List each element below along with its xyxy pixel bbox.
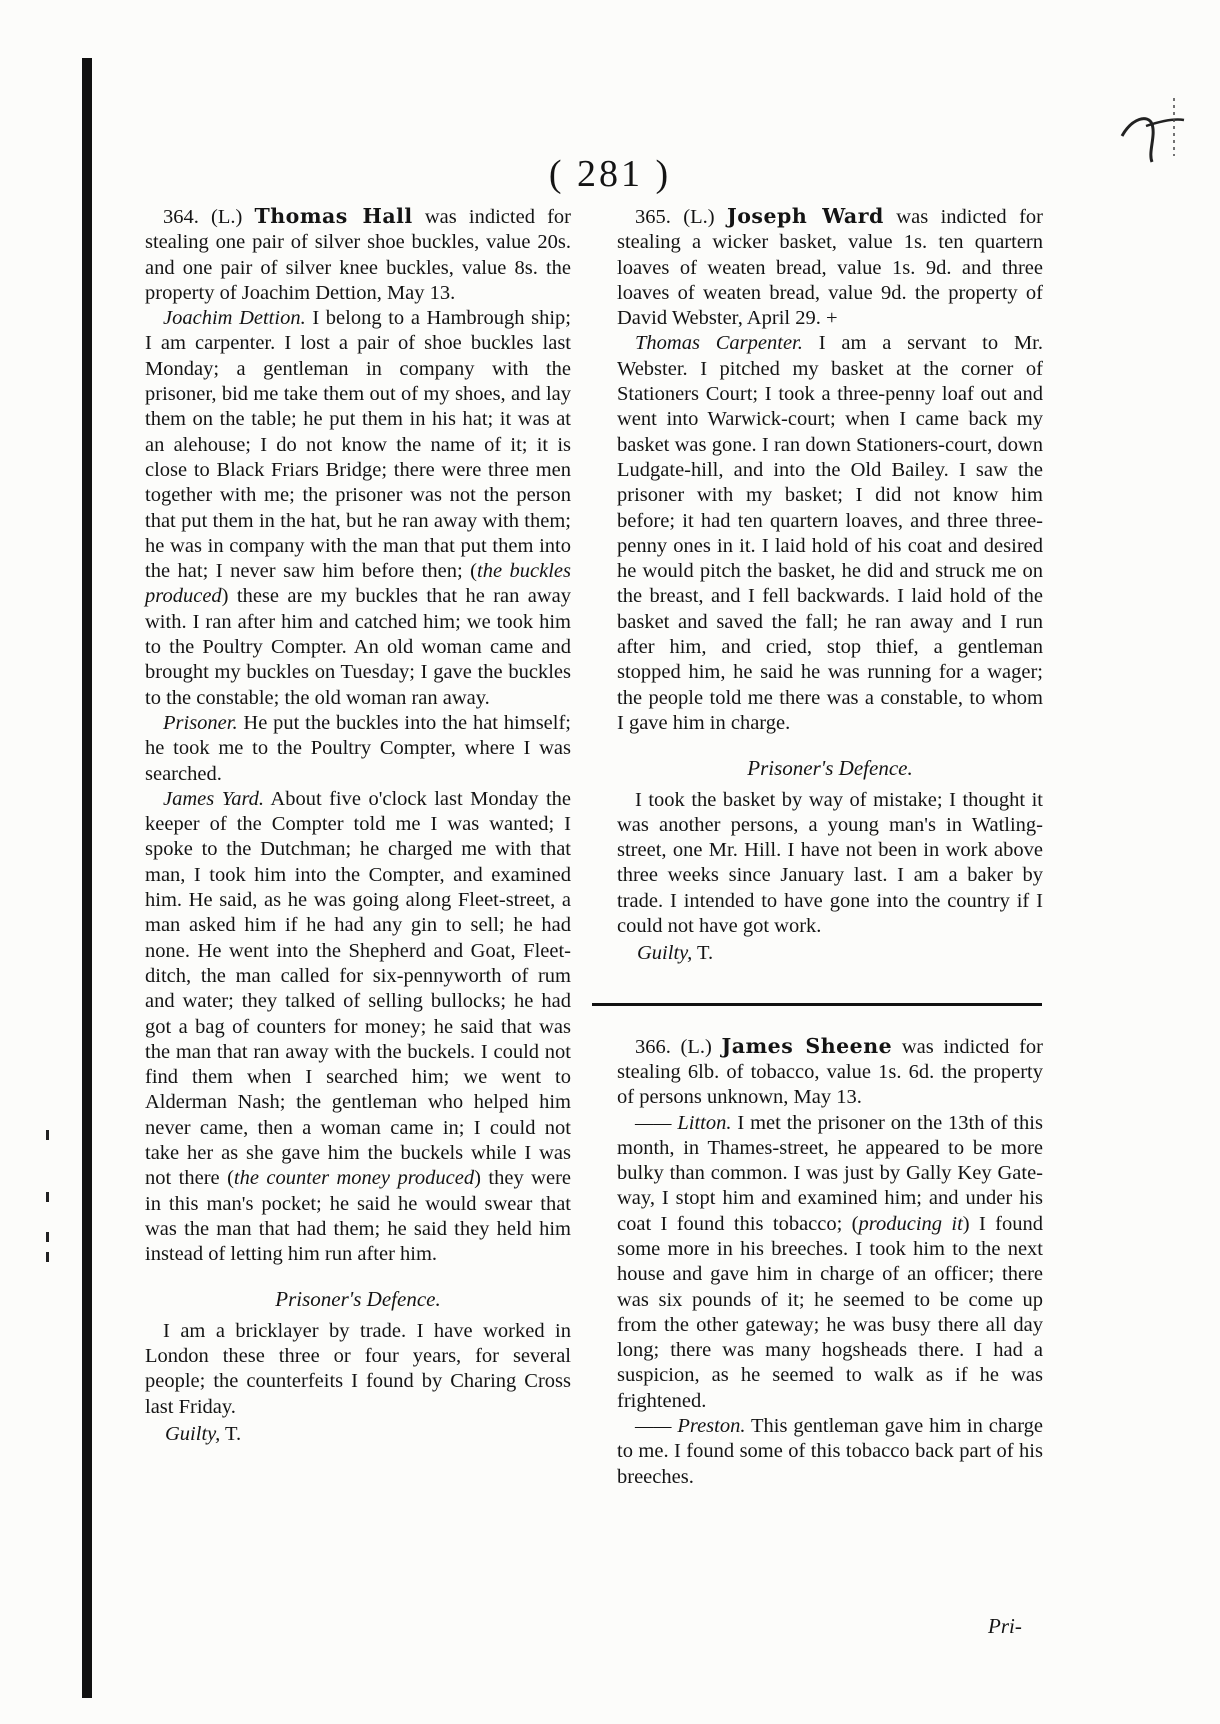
defendant-name: Thomas Hall xyxy=(254,204,413,228)
verdict xyxy=(617,941,1043,966)
testimony-text: This gentleman gave him in charge to me. I found some of this tobacco back part of his breeches. xyxy=(617,1415,1044,1488)
testimony-text: ) these are my buckles that he ran away with. I ran after him and catched him; we took him to the Poultry Compter. An old woman came and brought my buckles on Tuesday; I gave the buckles to the constable; the old woman ran away. xyxy=(145,585,571,709)
stage-aside: the counter money produced xyxy=(233,1167,475,1190)
indictment-text: was indicted for stealing a wicker basket, value 1s. ten quartern loaves of weaten bread, value 1s. 9d. and three loaves of weaten bread, value 9d. the property of David Webster, April 29. + xyxy=(617,206,1043,330)
stage-aside: the buckles produced xyxy=(145,560,572,608)
testimony-paragraph xyxy=(617,1414,1043,1490)
testimony-text: I belong to a Hambrough ship; I am carpenter. I lost a pair of shoe buckles last Monday; a gentleman in company with the prisoner, bid me take them out of my shoes, and lay them on the table; he put them in his hat; it was at an alehouse; I do not know the name of it; it is close to Black Friars Bridge; there were three men together with me; the prisoner was not the person that put them in the hat, but he ran away with them; he was in company with the man that put them into the hat; I never saw him before then; ( xyxy=(145,307,571,583)
stage-aside: producing it xyxy=(858,1212,963,1235)
section-rule xyxy=(592,1003,1042,1006)
margin-tick xyxy=(46,1232,49,1242)
testimony-paragraph xyxy=(145,711,571,787)
testimony-paragraph xyxy=(617,331,1043,736)
margin-tick xyxy=(46,1192,49,1202)
margin-tick xyxy=(46,1130,49,1140)
left-column xyxy=(145,204,571,1447)
testimony-text: He put the buckles into the hat himself; he took me to the Poultry Compter, where I was searched. xyxy=(145,711,571,785)
witness-name: —— Litton. xyxy=(635,1111,732,1134)
testimony-paragraph xyxy=(617,1111,1043,1415)
margin-tick xyxy=(46,1252,49,1262)
sentence-mark: T. xyxy=(692,942,714,965)
defence-text: I am a bricklayer by trade. I have worked in London these three or four years, for several people; the counterfeits I found by Charing Cross last Friday. xyxy=(145,1319,571,1418)
testimony-text: ) I found some more in his breeches. I took him to the next house and gave him in charge of an officer; there was six pounds of it; he seemed to be come up from the other gateway; he was busy there all day long; there was many hogsheads there. I had a suspicion, as he seemed to walk as if he was frightened. xyxy=(617,1212,1044,1412)
verdict xyxy=(145,1422,571,1447)
right-column xyxy=(617,204,1043,1490)
witness-name: —— Preston. xyxy=(635,1415,746,1438)
testimony-paragraph xyxy=(145,787,571,1268)
defendant-name: Joseph Ward xyxy=(727,204,884,228)
case-364-indictment xyxy=(145,204,571,306)
case-number: 364. (L.) xyxy=(163,206,255,228)
catchword: Pri- xyxy=(988,1614,1022,1638)
witness-name: Thomas Carpenter. xyxy=(635,332,803,355)
testimony-paragraph xyxy=(145,306,571,711)
case-number: 366. (L.) xyxy=(635,1035,722,1058)
case-365-indictment xyxy=(617,204,1043,331)
page-number: ( 281 ) xyxy=(548,153,672,195)
case-number: 365. (L.) xyxy=(635,206,728,228)
defence-heading: Prisoner's Defence. xyxy=(275,1287,441,1312)
defence-heading: Prisoner's Defence. xyxy=(747,756,913,781)
verdict-word: Guilty, xyxy=(165,1422,221,1445)
testimony-text: I am a servant to Mr. Webster. I pitched my basket at the corner of Stationers Court; I took a three-penny loaf out and went into Warwick-court; when I came back my basket was gone. I ran down Stationers-court, down Ludgate-hill, and into the Old Bailey. I saw the prisoner with my basket; I did not know him before; it had ten quartern loaves, and three three-penny ones in it. I laid hold of his coat and desired he would pitch the basket, he did and struck me on the breast, and I fell backwards. I laid hold of the basket and saved the fall; he ran away and I run after him, and cried, stop thief, a gentleman stopped him, he said he was running for a wager; the people told me there was a constable, to whom I gave him in charge. xyxy=(617,332,1043,734)
witness-name: Joachim Dettion. xyxy=(163,307,306,330)
verdict-word: Guilty, xyxy=(637,942,693,965)
case-366-indictment xyxy=(617,1034,1043,1111)
testimony-text: I met the prisoner on the 13th of this month, in Thames-street, he appeared to be more bulky than common. I was just by Gally Key Gate-way, I stopt him and examined him; and under his coat I found this tobacco; ( xyxy=(617,1111,1043,1235)
witness-name: James Yard. xyxy=(163,787,265,810)
defendant-name: James Sheene xyxy=(721,1033,893,1058)
indictment-text: was indicted for stealing one pair of silver shoe buckles, value 20s. and one pair of silver knee buckles, value 8s. the property of Joachim Dettion, May 13. xyxy=(145,206,571,304)
defence-text: I took the basket by way of mistake; I thought it was another persons, a young man's in Watling-street, one Mr. Hill. I have not been in work above three weeks since January last. I am a baker by trade. I intended to have gone into the country if I could not have got work. xyxy=(617,788,1043,938)
binding-edge xyxy=(82,58,92,1698)
sentence-mark: T. xyxy=(220,1422,242,1445)
testimony-text: ) they were in this man's pocket; he said he would swear that was the man that had them; he said they held him instead of letting him run after him. xyxy=(145,1167,572,1266)
witness-name: Prisoner. xyxy=(163,711,238,734)
handwritten-margin-mark xyxy=(1118,96,1188,166)
testimony-text: About five o'clock last Monday the keeper of the Compter told me I was wanted; I spoke to the Dutchman; he charged me with that man, I took him into the Compter, and examined him. He said, as he was going along Fleet-street, a man asked him if he had any gin to sell; he had none. He went into the Shepherd and Goat, Fleet-ditch, the man called for six-pennyworth of rum and water; they talked of selling bullocks; he had got a bag of counters for money; he said that was the man that ran away with the buckels. I could not find them when I searched him; we went to Alderman Nash; the gentleman who helped him never came, then a woman came in; I could not take her as she gave him the buckels while I was not there ( xyxy=(145,787,572,1190)
indictment-text: was indicted for stealing 6lb. of tobacco, value 1s. 6d. the property of persons unknown, May 13. xyxy=(617,1035,1043,1109)
